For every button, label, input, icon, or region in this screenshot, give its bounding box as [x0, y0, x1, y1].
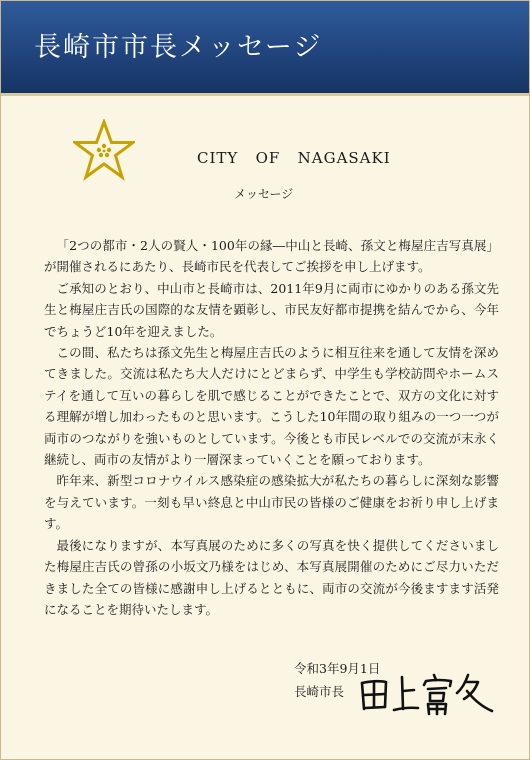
- nagasaki-city-emblem-icon: [73, 119, 135, 181]
- paragraph: 「2つの都市・2人の賢人・100年の縁―中山と長崎、孫文と梅屋庄吉写真展」が開催されるにあたり、長崎市民を代表してご挨拶を申し上げます。: [44, 238, 499, 275]
- paragraph: ご承知のとおり、中山市と長崎市は、2011年9月に両市にゆかりのある孫文先生と梅屋庄吉氏の国際的な友情を顕彰し、市民友好都市提携を結んでから、今年でちょうど10年を迎えました。: [44, 280, 499, 339]
- city-title: CITY OF NAGASAKI: [197, 149, 391, 167]
- paragraph: この間、私たちは孫文先生と梅屋庄吉氏のように相互往来を通して友情を深めてきました。交流は私たち大人だけにとどまらず、中学生も学校訪問やホームステイを通して互いの暮らしを肌で感じることができたことで、双方の文化に対する理解が増し加わったものと思います。こうした10年間の取り組みの一つ一つが両市のつながりを強いものとしています。今後とも市民レベルでの交流が末永く継続し、両市の友情がより一層深まっていくことを願っております。: [44, 345, 499, 468]
- mayor-signature: [356, 671, 496, 717]
- message-date: 令和3年9月1日: [294, 661, 381, 676]
- mayor-title: 長崎市長: [294, 684, 345, 699]
- page-title: 長崎市市長メッセージ: [34, 32, 323, 63]
- message-subtitle: メッセージ: [234, 187, 294, 201]
- paragraph: 昨年来、新型コロナウイルス感染症の感染拡大が私たちの暮らしに深刻な影響を与えています。一刻も早い終息と中山市民の皆様のご健康をお祈り申し上げます。: [44, 473, 499, 532]
- message-body: [44, 235, 499, 620]
- header-banner: [1, 1, 529, 96]
- paragraph: 最後になりますが、本写真展のために多くの写真を快く提供してくださいました梅屋庄吉氏の曾孫の小坂文乃様をはじめ、本写真展開催のためにご尽力いただきました全ての皆様に感謝申し上げるとともに、両市の交流が今後ますます活発になることを期待いたします。: [44, 537, 499, 617]
